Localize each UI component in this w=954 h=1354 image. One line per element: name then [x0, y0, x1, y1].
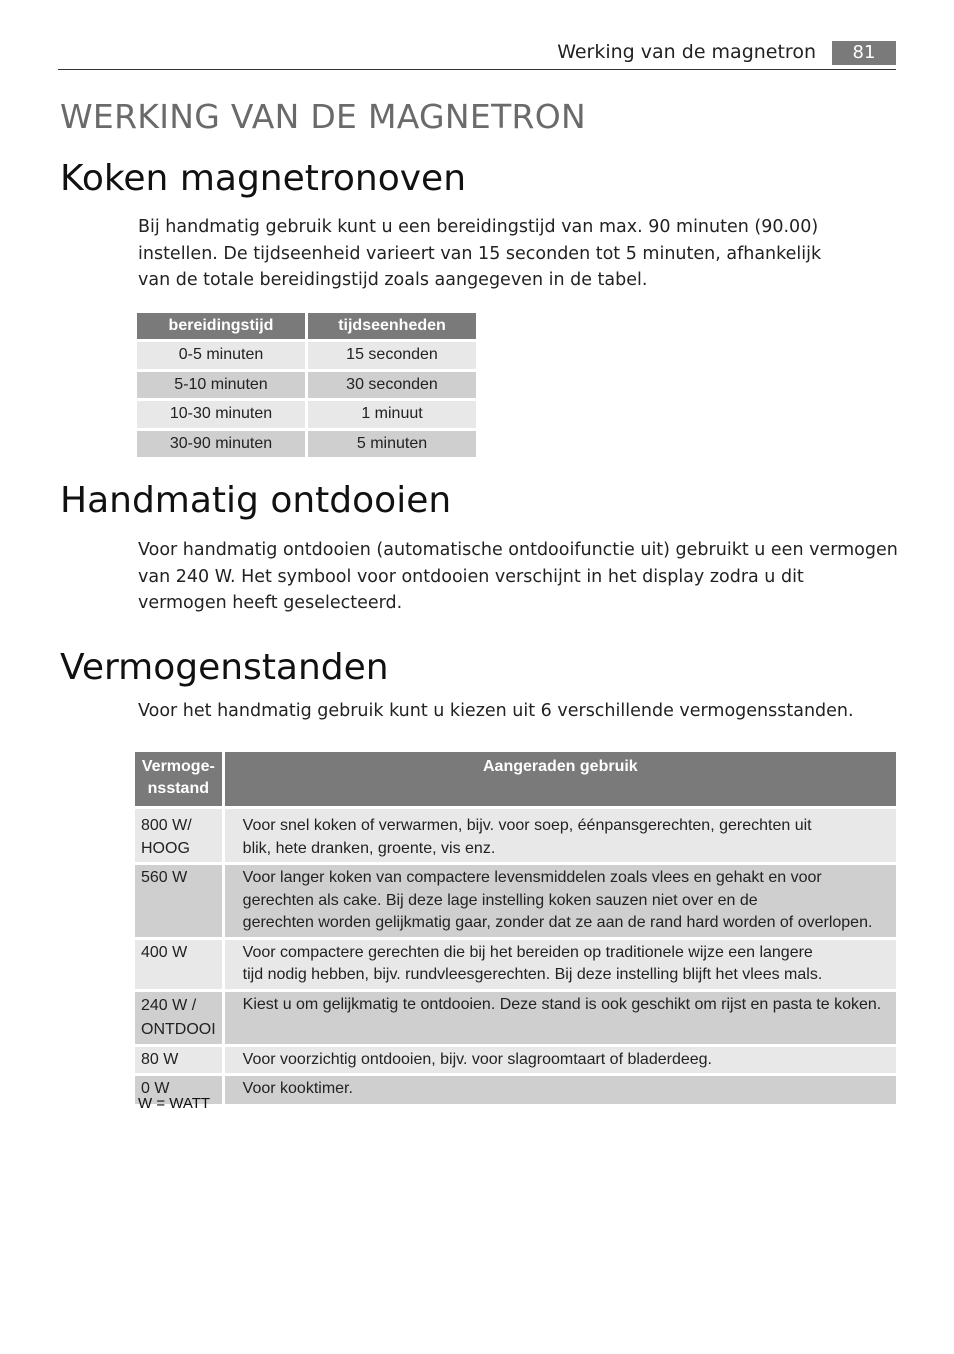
- usage-cell: Kiest u om gelijkmatig te ontdooien. Deze stand is ook geschikt om rijst en pasta te koken.: [225, 992, 896, 1044]
- table-row: [135, 809, 896, 862]
- heading-ontdooien: Handmatig ontdooien: [60, 480, 452, 521]
- table-header-row: [135, 752, 896, 806]
- table-row: [135, 1047, 896, 1074]
- table-cell: 30 seconden: [308, 372, 476, 399]
- table-row: [137, 401, 476, 428]
- column-header: Aangeraden gebruik: [225, 752, 896, 806]
- column-header: Vermoge- nsstand: [135, 752, 222, 806]
- table-cell: 5-10 minuten: [137, 372, 305, 399]
- page-number: 81: [832, 41, 896, 65]
- power-cell: 0 W: [135, 1076, 222, 1104]
- table-row: [137, 342, 476, 369]
- table-row: [137, 372, 476, 399]
- table-row: [135, 1076, 896, 1104]
- usage-cell: Voor kooktimer.: [225, 1076, 896, 1104]
- power-cell: 240 W / ONTDOOI: [135, 992, 222, 1044]
- time-unit-table: [134, 310, 479, 460]
- footnote: W = WATT: [138, 1095, 211, 1112]
- power-cell: 800 W/ HOOG: [135, 809, 222, 862]
- column-header: tijdseenheden: [308, 313, 476, 339]
- power-levels-table: [132, 749, 899, 1107]
- power-cell: 80 W: [135, 1047, 222, 1074]
- paragraph-ontdooien: Voor handmatig ontdooien (automatische ontdooifunctie uit) gebruikt u een vermogen van 240 W. Het symbool voor ontdooien verschijnt in het display zodra u dit vermogen heeft geselecteerd.: [138, 540, 898, 613]
- heading-vermogenstanden: Vermogenstanden: [60, 647, 389, 688]
- table-row: [135, 865, 896, 937]
- header-title: Werking van de magnetron: [557, 41, 816, 63]
- page-header: [58, 38, 896, 70]
- usage-cell: Voor langer koken van compactere levensmiddelen zoals vlees en gehakt en voor gerechten als cake. Bij deze lage instelling koken sauzen niet over en de gerechten worden gelijkmatig gaar, zonder dat ze aan de rand hard worden of overlopen.: [225, 865, 896, 937]
- table-cell: 1 minuut: [308, 401, 476, 428]
- usage-cell: Voor compactere gerechten die bij het bereiden op traditionele wijze een langere tijd nodig hebben, bijv. rundvleesgerechten. Bij deze instelling blijft het vlees mals.: [225, 940, 896, 989]
- table-row: [137, 431, 476, 458]
- table-row: [135, 992, 896, 1044]
- column-header: bereidingstijd: [137, 313, 305, 339]
- paragraph-vermogenstanden: Voor het handmatig gebruik kunt u kiezen uit 6 verschillende vermogensstanden.: [138, 701, 854, 721]
- table-row: [135, 940, 896, 989]
- power-cell: 560 W: [135, 865, 222, 937]
- table-cell: 10-30 minuten: [137, 401, 305, 428]
- table-cell: 30-90 minuten: [137, 431, 305, 458]
- table-cell: 5 minuten: [308, 431, 476, 458]
- table-header-row: [137, 313, 476, 339]
- usage-cell: Voor snel koken of verwarmen, bijv. voor soep, éénpansgerechten, gerechten uit blik, hete dranken, groente, vis enz.: [225, 809, 896, 862]
- table-cell: 15 seconden: [308, 342, 476, 369]
- usage-cell: Voor voorzichtig ontdooien, bijv. voor slagroomtaart of bladerdeeg.: [225, 1047, 896, 1074]
- table-cell: 0-5 minuten: [137, 342, 305, 369]
- power-cell: 400 W: [135, 940, 222, 989]
- section-title: WERKING VAN DE MAGNETRON: [60, 97, 587, 136]
- heading-koken: Koken magnetronoven: [60, 158, 467, 199]
- paragraph-koken: Bij handmatig gebruik kunt u een bereidingstijd van max. 90 minuten (90.00) instellen. De tijdseenheid varieert van 15 seconden tot 5 minuten, afhankelijk van de totale bereidingstijd zoals aangegeven in de tabel.: [138, 217, 822, 290]
